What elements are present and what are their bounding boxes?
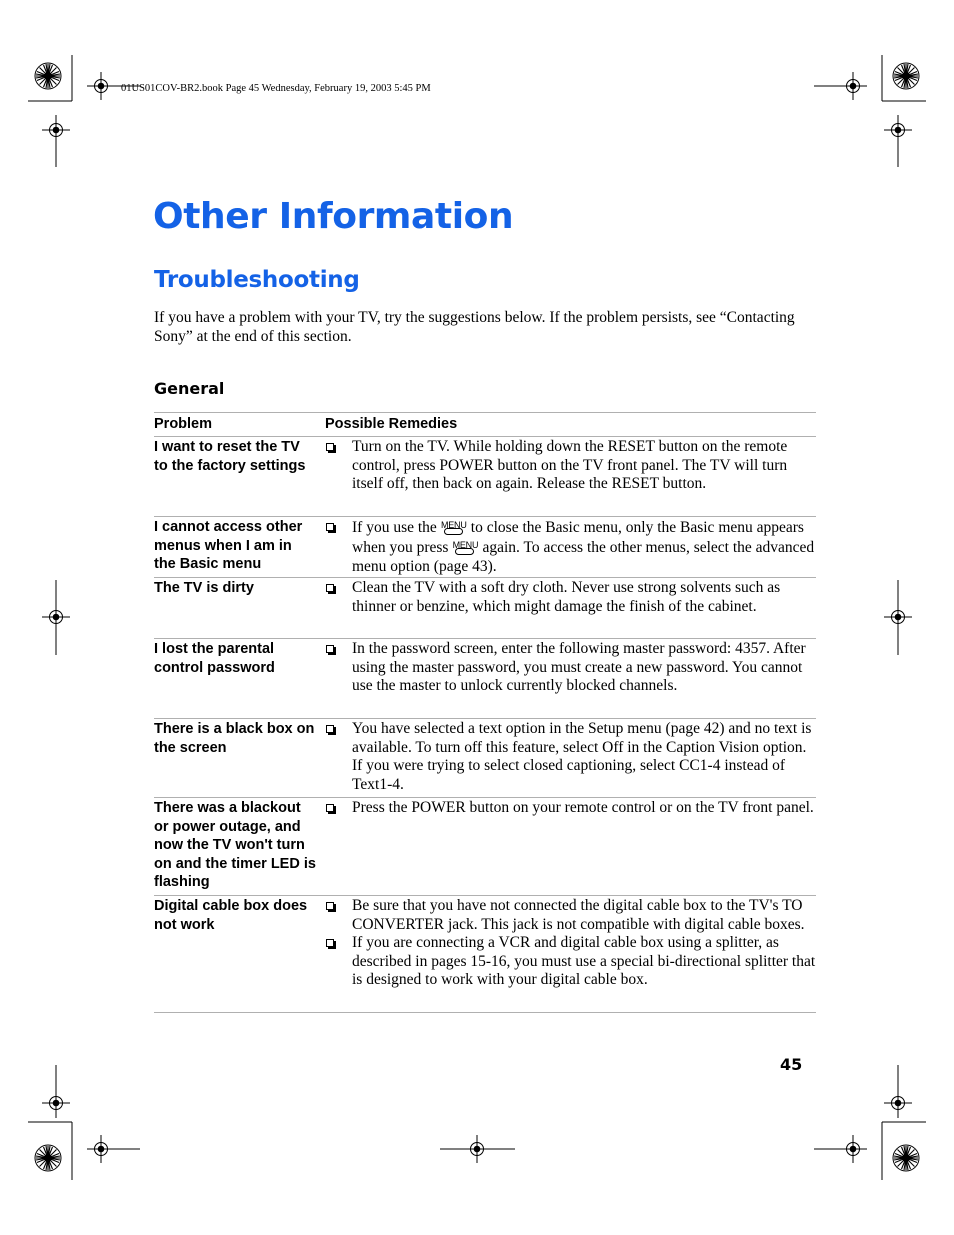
menu-button-label: MENU [440,520,467,530]
page-title: Other Information [153,196,514,237]
remedy-text: If you are connecting a VCR and digital cable box using a splitter, as described in pages 15-16, you must use a special bi-directional splitter that is designed to work with your digital cable box. [352,934,816,989]
remedy-text: In the password screen, enter the following master password: 4357. After using the master password, you must create a new password. You cannot use the master to unlock currently blocked channels. [352,640,806,695]
remedies [324,639,816,696]
table-row [154,639,816,719]
remedy-text: Clean the TV with a soft dry cloth. Never use strong solvents such as thinner or benzine, which might damage the finish of the cabinet. [352,579,781,615]
registration-mark-icon [463,1135,491,1163]
registration-mark-icon [884,1089,912,1117]
checkbox-bullet-icon [326,443,334,451]
menu-button-icon [440,518,468,538]
registration-mark-icon [87,1135,115,1163]
checkbox-bullet-icon [326,645,334,653]
registration-mark-icon [42,603,70,631]
checkbox-bullet-icon [326,939,334,947]
remedy-text: to close the Basic menu, only the Basic menu appears when you press [352,519,804,556]
print-header: 01US01COV-BR2.book Page 45 Wednesday, February 19, 2003 5:45 PM [121,83,431,94]
problem-text: I want to reset the TV to the factory settings [154,439,306,474]
intro-paragraph: If you have a problem with your TV, try the suggestions below. If the problem persists, see “Contacting Sony” at the end of this section. [154,309,795,345]
table-row [154,517,816,578]
remedy-text: Press the POWER button on your remote control or on the TV front panel. [352,799,814,816]
problem-text: There was a blackout or power outage, and now the TV won't turn on and the timer LED is flashing [154,800,316,890]
checkbox-bullet-icon [326,804,334,812]
remedy-item [324,518,816,577]
remedy-item [324,934,816,990]
remedy-item [324,438,816,494]
starburst-mark-icon [893,63,919,89]
remedies [324,798,816,818]
remedy-item [324,799,816,818]
page-number: 45 [780,1055,803,1074]
registration-mark-icon [884,116,912,144]
registration-mark-icon [42,1089,70,1117]
section-title: Troubleshooting [154,267,360,293]
starburst-mark-icon [35,1145,61,1171]
checkbox-bullet-icon [326,725,334,733]
remedies [324,719,816,794]
table-row [154,437,816,517]
remedy-text: Be sure that you have not connected the digital cable box to the TV's TO CONVERTER jack. This jack is not compatible with digital cable boxes. [352,897,805,933]
registration-mark-icon [884,603,912,631]
table-row [154,578,816,639]
problem-text: I lost the parental control password [154,641,275,676]
remedy-text: You have selected a text option in the Setup menu (page 42) and no text is available. To turn off this feature, select Off in the Caption Vision option. If you were trying to select closed captioning, select CC1-4 instead of Text1-4. [352,720,812,793]
starburst-mark-icon [35,63,61,89]
table-header [154,413,816,437]
remedies [324,578,816,616]
remedies [324,896,816,990]
table-row [154,798,816,896]
problem-text: Digital cable box does not work [154,898,308,933]
remedy-item [324,897,816,934]
registration-mark-icon [839,1135,867,1163]
remedy-item [324,579,816,616]
registration-mark-icon [42,116,70,144]
menu-button-label: MENU [452,540,479,550]
problem-text: There is a black box on the screen [154,721,315,756]
checkbox-bullet-icon [326,902,334,910]
table-row [154,719,816,798]
subsection-title: General [154,379,225,398]
remedy-item [324,640,816,696]
header-problem: Problem [154,416,213,432]
checkbox-bullet-icon [326,584,334,592]
problem-text: I cannot access other menus when I am in the Basic menu [154,519,303,572]
starburst-mark-icon [893,1145,919,1171]
remedy-text: again. To access the other menus, select the advanced menu option (page 43). [352,539,815,575]
problem-text: The TV is dirty [154,580,254,596]
remedy-item [324,720,816,794]
remedy-text: Turn on the TV. While holding down the RESET button on the remote control, press POWER button on the TV front panel. The TV will turn itself off, then back on again. Release the RESET button. [352,438,788,493]
menu-button-icon [451,538,479,558]
remedy-text: If you use the [352,519,437,536]
registration-mark-icon [839,72,867,100]
remedies [324,517,816,577]
registration-mark-icon [87,72,115,100]
remedies [324,437,816,494]
table-row [154,896,816,1013]
troubleshooting-table [154,412,816,1013]
checkbox-bullet-icon [326,523,334,531]
header-remedies: Possible Remedies [325,416,458,432]
